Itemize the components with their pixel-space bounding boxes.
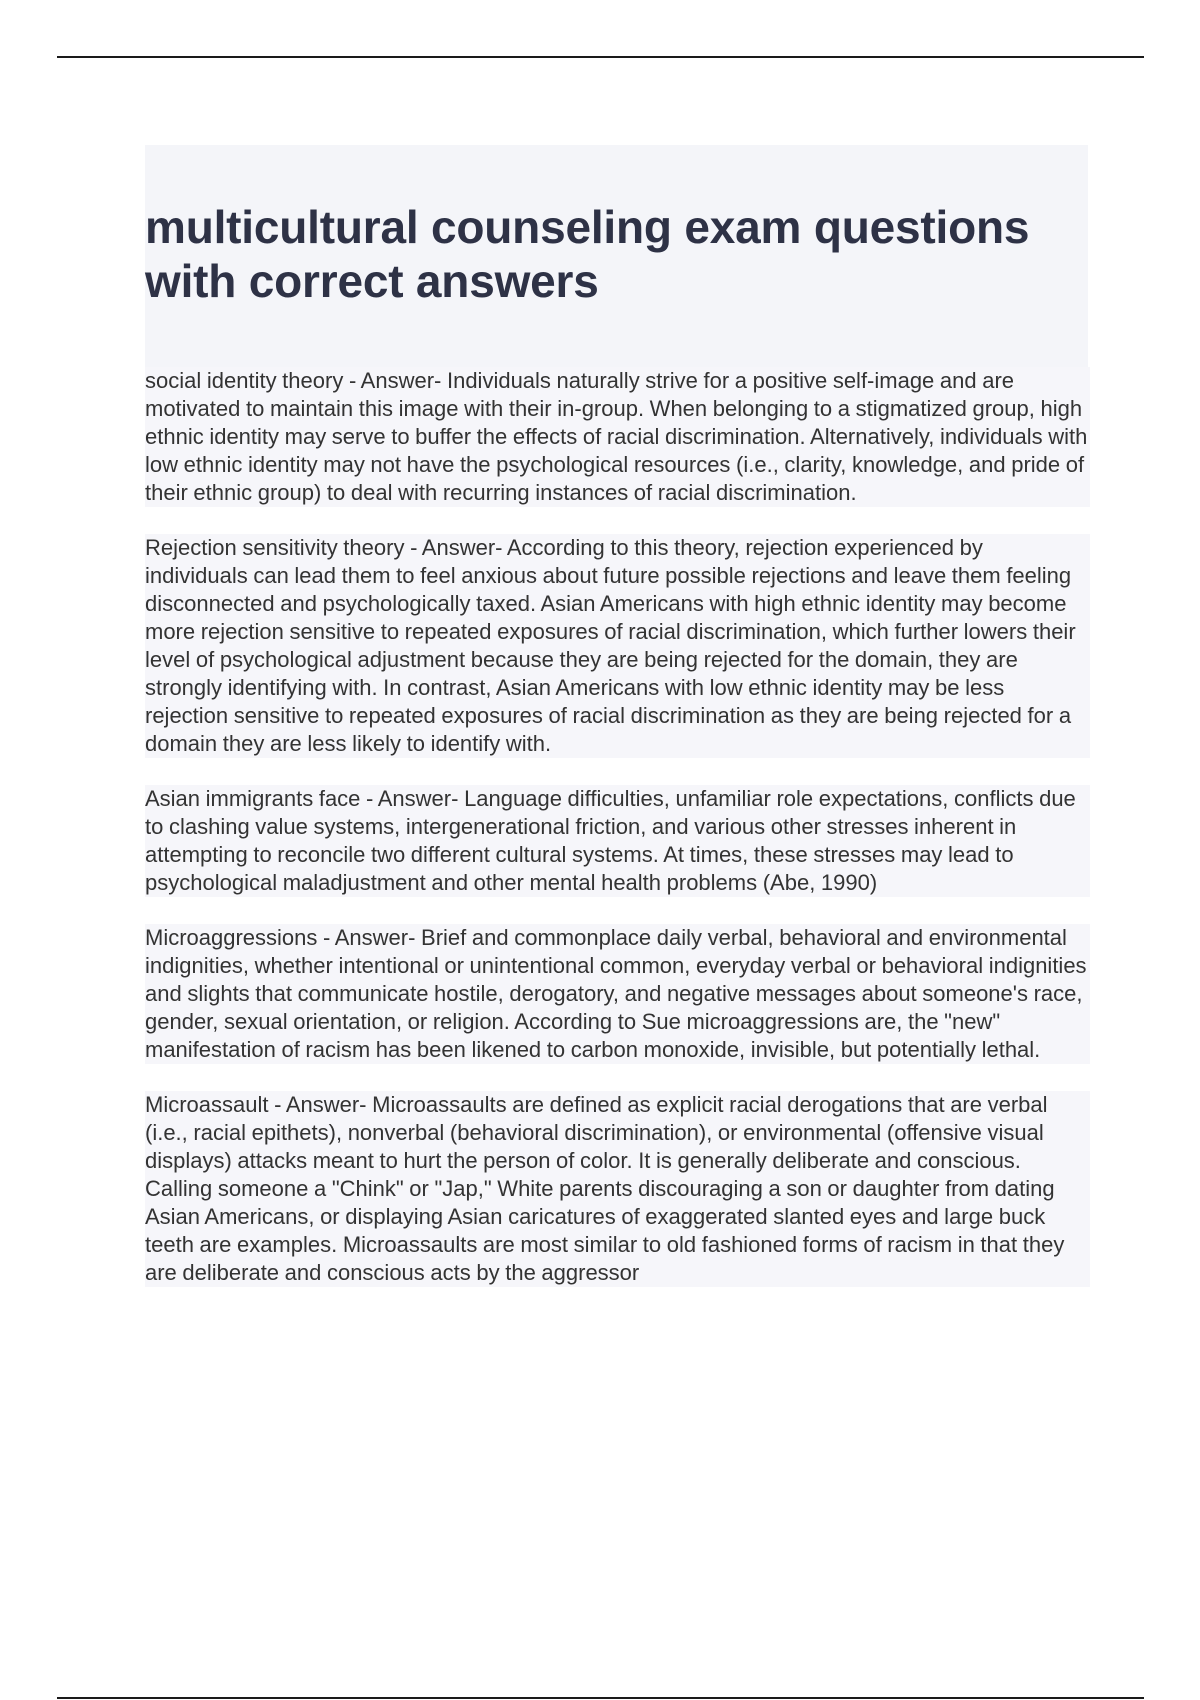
answer-separator: - Answer- [317, 925, 422, 950]
title-banner [145, 145, 1088, 367]
answer-separator: - Answer- [343, 368, 447, 393]
header-rule [57, 56, 1144, 58]
entry-term: Microaggressions [145, 925, 318, 950]
entry-term: Asian immigrants face [145, 786, 361, 811]
entry-answer: Brief and commonplace daily verbal, behavioral and environmental indignities, whether intentional or unintentional common, everyday verbal or behavioral indignities and slights that communicate hostile, derogatory, and negative messages about someone's race, gender, sexual orientation, or religion. According to Sue microaggressions are, the "new" manifestation of racism has been likened to carbon monoxide, invisible, but potentially lethal. [145, 925, 1087, 1062]
answer-separator: - Answer- [360, 786, 465, 811]
entry-term: Rejection sensitivity theory [145, 535, 405, 560]
qa-entry [145, 534, 1090, 758]
qa-entry [145, 367, 1090, 507]
qa-entry [145, 924, 1090, 1064]
entry-answer: Microassaults are defined as explicit racial derogations that are verbal (i.e., racial epithets), nonverbal (behavioral discrimination), or environmental (offensive visual displays) attacks meant to hurt the person of color. It is generally deliberate and conscious. Calling someone a "Chink" or "Jap," White parents discouraging a son or daughter from dating Asian Americans, or displaying Asian caricatures of exaggerated slanted eyes and large buck teeth are examples. Microassaults are most similar to old fashioned forms of racism in that they are deliberate and conscious acts by the aggressor [145, 1092, 1065, 1285]
document-body [145, 367, 1090, 1314]
answer-separator: - Answer- [268, 1092, 373, 1117]
entry-answer: Language difficulties, unfamiliar role expectations, conflicts due to clashing value systems, intergenerational friction, and various other stresses inherent in attempting to reconcile two different cultural systems. At times, these stresses may lead to psychological maladjustment and other mental health problems (Abe, 1990) [145, 786, 1076, 895]
page-title: multicultural counseling exam questions with correct answers [145, 201, 1030, 307]
entry-answer: According to this theory, rejection experienced by individuals can lead them to feel anxious about future possible rejections and leave them feeling disconnected and psychologically taxed. Asian Americans with high ethnic identity may become more rejection sensitive to repeated exposures of racial discrimination, which further lowers their level of psychological adjustment because they are being rejected for the domain, they are strongly identifying with. In contrast, Asian Americans with low ethnic identity may be less rejection sensitive to repeated exposures of racial discrimination as they are being rejected for a domain they are less likely to identify with. [145, 535, 1076, 756]
answer-separator: - Answer- [404, 535, 507, 560]
entry-answer: Individuals naturally strive for a positive self-image and are motivated to maintain this image with their in-group. When belonging to a stigmatized group, high ethnic identity may serve to buffer the effects of racial discrimination. Alternatively, individuals with low ethnic identity may not have the psychological resources (i.e., clarity, knowledge, and pride of their ethnic group) to deal with recurring instances of racial discrimination. [145, 368, 1088, 505]
qa-entry [145, 785, 1090, 897]
footer-rule [57, 1697, 1144, 1699]
entry-term: social identity theory [145, 368, 344, 393]
entry-term: Microassault [145, 1092, 269, 1117]
qa-entry [145, 1091, 1090, 1287]
